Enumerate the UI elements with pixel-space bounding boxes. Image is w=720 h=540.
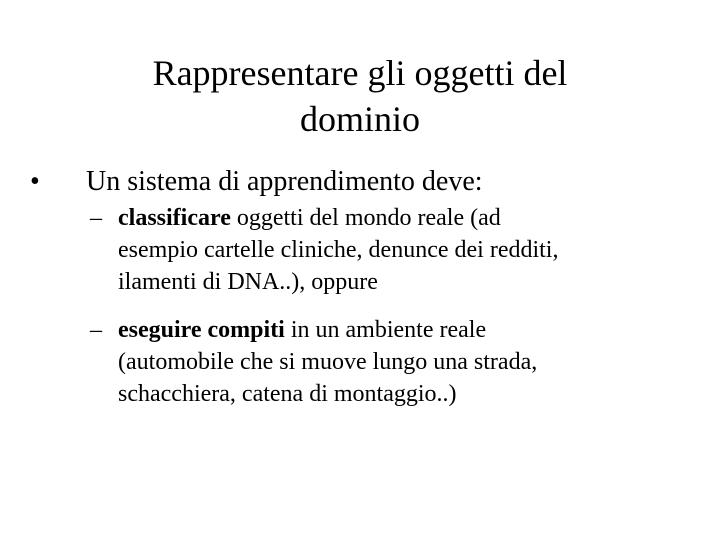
bullet-marker: • bbox=[30, 166, 40, 197]
sub-item-line-1 bbox=[118, 202, 658, 234]
dash-marker: – bbox=[90, 317, 102, 343]
bullet-text: Un sistema di apprendimento deve: bbox=[86, 166, 483, 197]
sub-item-line-2: esempio cartelle cliniche, denunce dei redditi, bbox=[118, 237, 559, 263]
slide-title-line-2: dominio bbox=[299, 99, 420, 139]
sub-item-line-3: schacchiera, catena di montaggio..) bbox=[118, 381, 457, 407]
sub-item-line-2: (automobile che si muove lungo una strada, bbox=[118, 349, 538, 375]
dash-marker: – bbox=[90, 205, 102, 231]
slide-title bbox=[60, 50, 660, 142]
sub-item-text bbox=[118, 314, 658, 410]
slide-title-line-1: Rappresentare gli oggetti del bbox=[152, 53, 568, 93]
sub-item-line-1-rest: oggetti del mondo reale (ad bbox=[230, 205, 501, 231]
bold-keyword: eseguire compiti bbox=[118, 317, 285, 343]
sub-item-line-1-rest: in un ambiente reale bbox=[284, 317, 487, 343]
sub-item-text bbox=[118, 202, 658, 298]
bold-keyword: classificare bbox=[118, 205, 231, 231]
sub-item-line-3: ilamenti di DNA..), oppure bbox=[118, 269, 378, 295]
sub-item-line-1 bbox=[118, 314, 658, 346]
